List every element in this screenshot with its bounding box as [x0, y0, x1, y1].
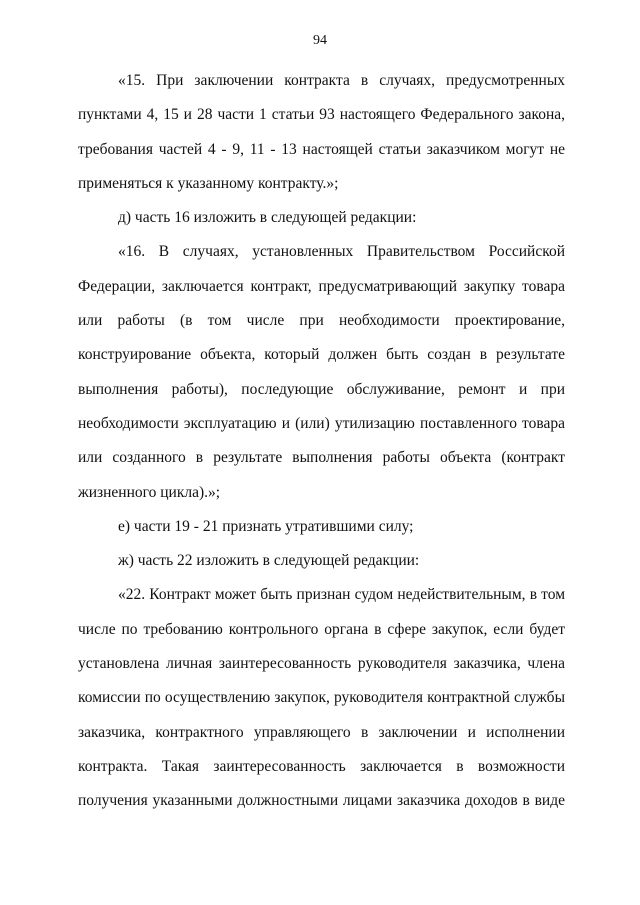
- text-line: или работы (в том числе при необходимости проектирование,: [78, 312, 565, 330]
- paragraph: [78, 544, 565, 578]
- paragraph: [78, 201, 565, 235]
- text-line: получения указанными должностными лицами заказчика доходов в виде: [78, 792, 565, 810]
- text-line: пунктами 4, 15 и 28 части 1 статьи 93 настоящего Федерального закона,: [78, 106, 565, 124]
- text-line: установлена личная заинтересованность руководителя заказчика, члена: [78, 655, 565, 673]
- text-line: е) части 19 - 21 признать утратившими силу;: [118, 517, 414, 535]
- text-line: «16. В случаях, установленных Правительством Российской: [118, 243, 565, 261]
- text-line: Федерации, заключается контракт, предусматривающий закупку товара: [78, 277, 565, 295]
- paragraph: [78, 235, 565, 509]
- text-line: требования частей 4 - 9, 11 - 13 настоящей статьи заказчиком могут не: [78, 140, 565, 158]
- text-line: контракта. Такая заинтересованность заключается в возможности: [78, 757, 565, 775]
- text-line: применяться к указанному контракту.»;: [78, 174, 339, 192]
- paragraph: [78, 510, 565, 544]
- text-line: «22. Контракт может быть признан судом недействительным, в том: [118, 586, 565, 604]
- paragraph: [78, 64, 565, 201]
- paragraph: [78, 578, 565, 818]
- document-body: [78, 64, 565, 819]
- text-line: д) часть 16 изложить в следующей редакции:: [118, 209, 417, 227]
- text-line: числе по требованию контрольного органа в сфере закупок, если будет: [78, 620, 565, 638]
- text-line: «15. При заключении контракта в случаях, предусмотренных: [118, 72, 565, 89]
- page-number: 94: [313, 33, 327, 48]
- text-line: ж) часть 22 изложить в следующей редакции:: [118, 552, 420, 570]
- text-line: конструирование объекта, который должен быть создан в результате: [78, 346, 565, 364]
- text-line: или созданного в результате выполнения работы объекта (контракт: [78, 449, 565, 467]
- text-line: комиссии по осуществлению закупок, руководителя контрактной службы: [78, 689, 565, 707]
- text-line: жизненного цикла).»;: [78, 483, 221, 501]
- text-line: необходимости эксплуатацию и (или) утилизацию поставленного товара: [78, 414, 565, 432]
- text-line: заказчика, контрактного управляющего в заключении и исполнении: [78, 723, 565, 741]
- text-line: выполнения работы), последующие обслуживание, ремонт и при: [78, 380, 565, 398]
